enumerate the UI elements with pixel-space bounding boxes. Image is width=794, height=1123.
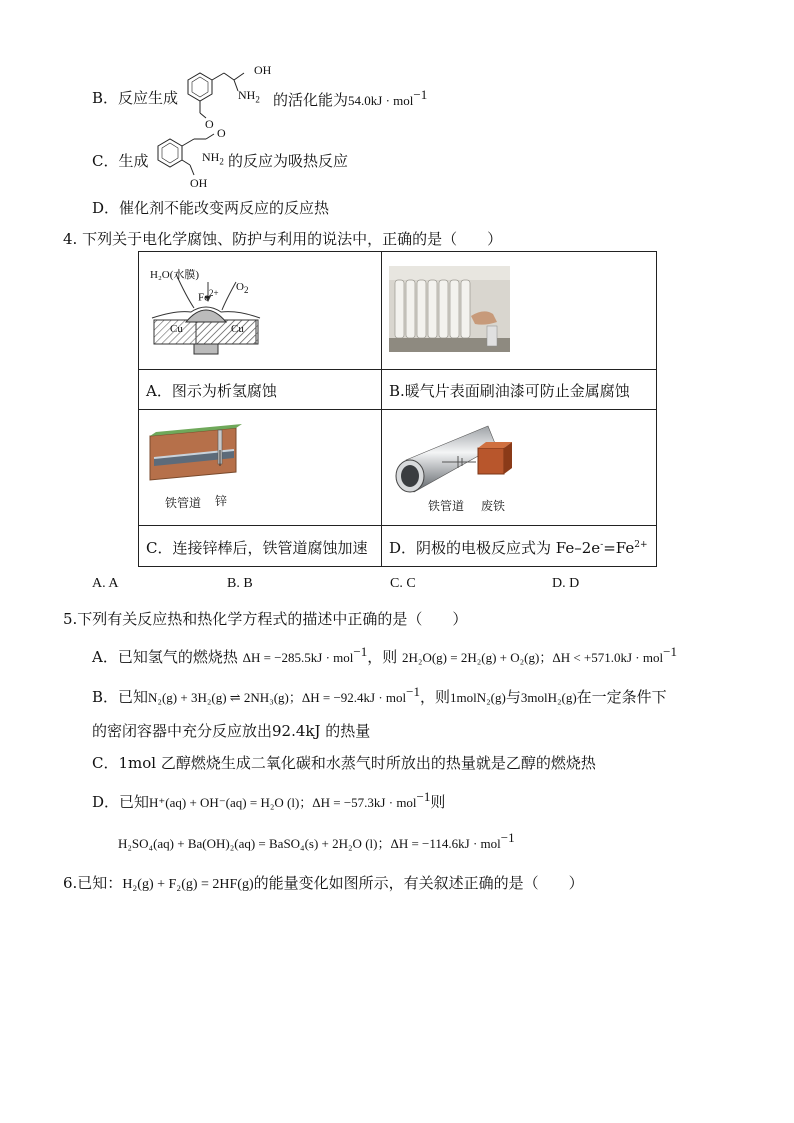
cell-a-caption: A．图示为析氢腐蚀 [146, 382, 277, 400]
table-divider-2 [138, 409, 657, 410]
q4-choice-b: B. B [227, 576, 253, 591]
q3-option-b-text: 的活化能为54.0kJ · mol$^{-1}$ [273, 87, 428, 109]
fig1-h2o-label: H₂O(水膜) [150, 269, 200, 281]
q3-option-c-text: 的反应为吸热反应 [228, 152, 349, 170]
q3-option-b-prefix: B．反应生成 [92, 89, 179, 107]
fig1-cu-left: Cu [170, 323, 183, 335]
q3-option-c: C．生成 [92, 152, 149, 170]
q5-stem: 5.下列有关反应热和热化学方程式的描述中正确的是（ ） [63, 610, 468, 628]
q4-stem: 4. 下列关于电化学腐蚀、防护与利用的说法中，正确的是（ ） [63, 230, 503, 248]
radiator-photo [389, 266, 510, 352]
table-divider-3 [138, 525, 657, 526]
q5-option-d-line1: D．已知H⁺(aq) + OH⁻(aq) = H₂O (l)；ΔH = −57.3kJ · mol$^{-1}$则 [92, 789, 446, 811]
fig1-fe-label: $Fe^{2+}$ [198, 288, 219, 304]
q4-choice-a: A. A [92, 576, 119, 591]
q5-option-c: C．1mol 乙醇燃烧生成二氧化碳和水蒸气时所放出的热量就是乙醇的燃烧热 [92, 754, 596, 772]
q3-option-b [92, 87, 178, 108]
q3-c-o-label: O [217, 126, 226, 140]
buried-pipe-zinc-figure [146, 420, 246, 490]
q4-choice-c: C. C [390, 576, 416, 591]
fig3-zinc-label: 锌 [215, 494, 228, 508]
table-divider-1 [138, 369, 657, 370]
q5-option-b-line1: B．已知N₂(g) + 3H₂(g) ⇌ 2NH₃(g)；ΔH = −92.4kJ · mol$^{-1}$，则1molN₂(g)与3molH₂(g)在一定条件下 [92, 684, 667, 706]
q3-c-oh-label: OH [190, 176, 208, 190]
fig4-scrap-label: 废铁 [481, 499, 506, 513]
q4-choice-d: D. D [552, 576, 580, 591]
fig1-cu-right: Cu [231, 323, 244, 335]
q5-option-b-line2: 的密闭容器中充分反应放出92.4kJ 的热量 [92, 722, 371, 740]
q3-b-o-label: O [205, 117, 214, 131]
q3-b-oh-label: OH [254, 63, 272, 77]
fig4-pipe-label: 铁管道 [428, 499, 465, 513]
q6-stem: 6.已知：H₂(g) + F₂(g) = 2HF(g)的能量变化如图所示，有关叙述正确的是（ ） [63, 874, 584, 892]
q3-option-d: D．催化剂不能改变两反应的反应热 [92, 199, 330, 217]
cell-b-caption: B.暖气片表面刷油漆可防止金属腐蚀 [389, 382, 630, 400]
cell-d-caption: D．阴极的电极反应式为 $Fe-2e^-=Fe^{2+}$ [389, 539, 648, 557]
q3-b-nh2-label: $NH_2$ [238, 88, 260, 105]
fig3-pipe-label: 铁管道 [165, 496, 202, 510]
q5-option-d-line2: H₂SO₄(aq) + Ba(OH)₂(aq) = BaSO₄(s) + 2H₂O (l)；ΔH = −114.6kJ · mol$^{-1}$ [118, 830, 515, 851]
q3-c-nh2-label: $NH_2$ [202, 150, 224, 167]
q5-option-a: A．已知氢气的燃烧热 ΔH = −285.5kJ · mol$^{-1}$，则 2H₂O(g) = 2H₂(g) + O₂(g)；ΔH < +571.0kJ · mol$^{-1}$ [92, 644, 677, 666]
pipe-scrap-iron-figure [392, 420, 516, 500]
fig1-o2-label: $O_2$ [236, 281, 249, 296]
cell-c-caption: C．连接锌棒后，铁管道腐蚀加速 [146, 539, 368, 557]
